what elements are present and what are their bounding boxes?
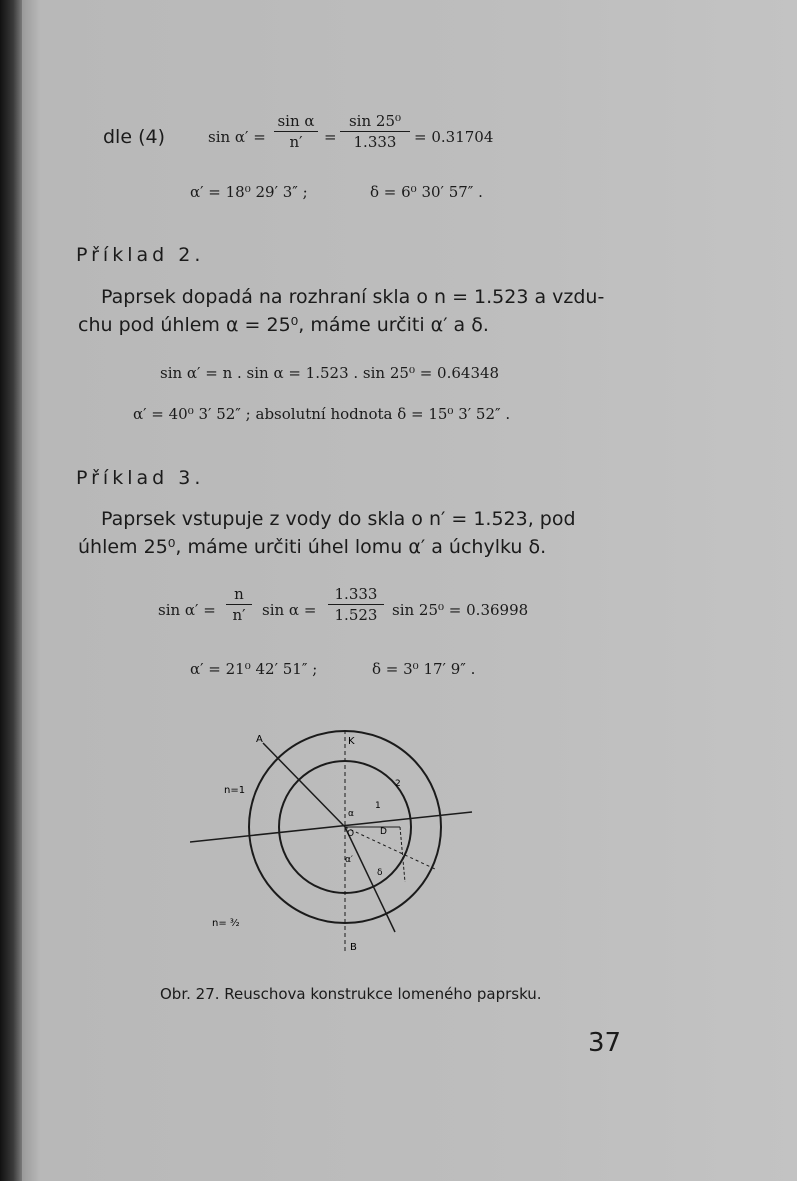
figure-caption: Obr. 27. Reuschova konstrukce lomeného paprsku. [160,985,542,1003]
eq1-result: = 0.31704 [414,128,494,146]
label-alpha-prime: α′ [345,855,353,865]
eq1-lhs: sin α′ = [208,128,266,146]
example3-frac1-den: n′ [232,606,246,624]
eq2-left: α′ = 18⁰ 29′ 3″ ; [190,183,308,201]
example3-frac1-num: n [234,585,244,603]
eq1-frac1-num: sin α [277,112,315,130]
example2-line2: chu pod úhlem α = 25⁰, máme určiti α′ a δ. [78,314,489,336]
fraction-bar [340,131,410,132]
eq1-fraction-2 [340,112,410,151]
eq2-right: δ = 6⁰ 30′ 57″ . [370,183,483,201]
label-K: K [348,736,355,747]
example3-line1: Paprsek vstupuje z vody do skla o n′ = 1.523, pod [101,508,576,530]
eq1-frac2-den: 1.333 [353,133,397,151]
eq1-frac1-den: n′ [289,133,303,151]
eq1-fraction-1 [274,112,318,151]
incident-ray [263,743,345,827]
example3-eq-rhs: sin 25⁰ = 0.36998 [392,601,529,619]
example3-eq-mid: sin α = [262,601,317,619]
example2-line1: Paprsek dopadá na rozhraní skla o n = 1.523 a vzdu- [101,286,605,308]
label-alpha: α [348,809,354,819]
book-spine-shadow [0,0,22,1181]
label-delta: δ [377,868,383,878]
example3-frac2-num: 1.333 [334,585,378,603]
example2-heading: Příklad 2. [76,244,205,266]
label-D: D [380,827,387,837]
label-A: A [256,734,263,745]
fraction-bar [274,131,318,132]
example2-eq2: α′ = 40⁰ 3′ 52″ ; absolutní hodnota δ = 15⁰ 3′ 52″ . [133,405,511,423]
extension-line [345,827,435,869]
page-number: 37 [588,1028,622,1058]
fraction-bar [226,604,252,605]
label-2: 2 [395,779,401,789]
interface-line [190,812,472,842]
label-B: B [350,942,357,953]
label-O: O [347,829,355,839]
eq1-prefix: dle (4) [103,126,165,148]
label-n2: n= ³⁄₂ [212,918,240,929]
example3-eq2-left: α′ = 21⁰ 42′ 51″ ; [190,660,318,678]
label-1: 1 [375,801,381,811]
example3-eq2-right: δ = 3⁰ 17′ 9″ . [372,660,476,678]
example3-line2: úhlem 25⁰, máme určiti úhel lomu α′ a úchylku δ. [78,536,547,558]
label-n1: n=1 [224,785,246,796]
refracted-ray [345,827,395,932]
eq1-frac2-num: sin 25⁰ [348,112,402,130]
example2-eq1: sin α′ = n . sin α = 1.523 . sin 25⁰ = 0.64348 [160,364,500,382]
example3-fraction-1 [226,585,252,624]
reusch-construction-figure [190,722,500,972]
example3-eq-lhs: sin α′ = [158,601,216,619]
example3-frac2-den: 1.523 [334,606,378,624]
example3-heading: Příklad 3. [76,467,205,489]
eq1-equals: = [324,128,337,146]
example3-fraction-2 [328,585,384,624]
fraction-bar [328,604,384,605]
